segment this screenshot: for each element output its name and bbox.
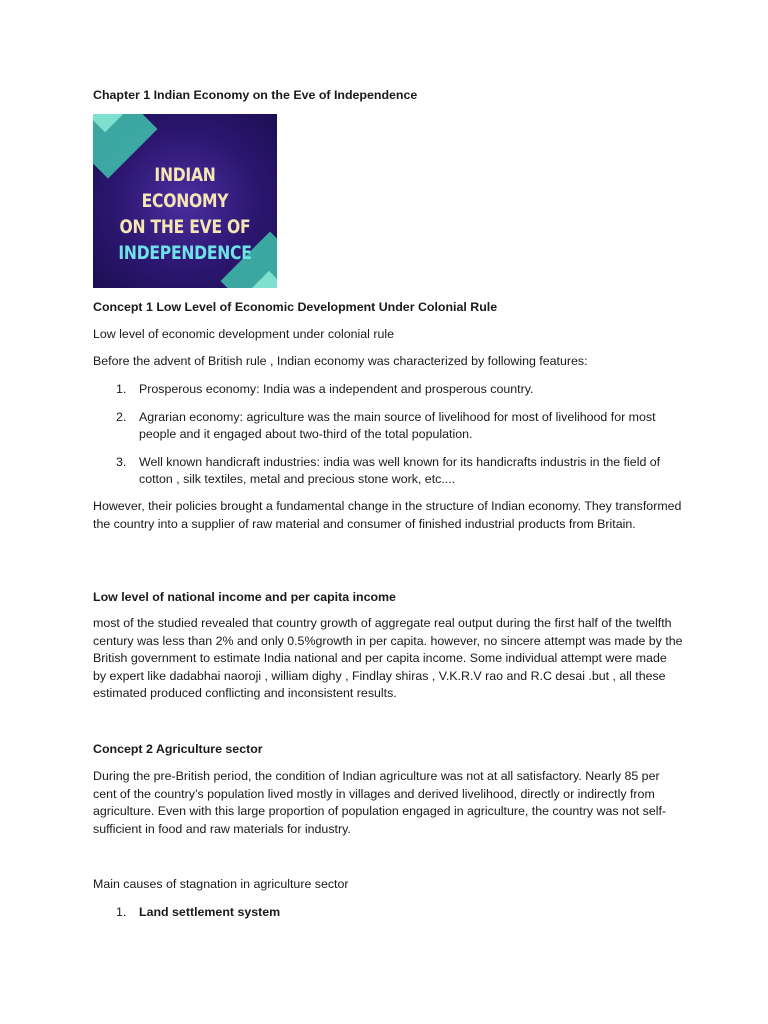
national-income-body: most of the studied revealed that country growth of aggregate real output during the first half of the twelfth century was less than 2% and only 0.5%growth in per capita. however, no sincere attempt was made by the British government to estimate India national and per capita income. Some individual attempt were made by expert like dadabhai naoroji , william dighy , Findlay shiras , V.K.R.V rao and R.C desai .but , all these estimated produced conflicting and inconsistent results. bbox=[93, 616, 683, 700]
national-income-heading: Low level of national income and per capita income bbox=[93, 590, 396, 604]
features-list bbox=[93, 381, 683, 489]
cover-title bbox=[110, 162, 261, 266]
concept1-heading: Concept 1 Low Level of Economic Development Under Colonial Rule bbox=[93, 300, 498, 314]
list-number: 1. bbox=[116, 382, 127, 396]
concept1-intro: Before the advent of British rule , Indian economy was characterized by following features: bbox=[93, 354, 588, 368]
list-item-text: Well known handicraft industries: india was well known for its handicrafts industris in the field of cotton , silk textiles, metal and precious stone work, etc.... bbox=[139, 454, 661, 486]
concept2-heading: Concept 2 Agriculture sector bbox=[93, 742, 263, 756]
causes-list bbox=[93, 904, 683, 922]
list-item bbox=[93, 904, 683, 922]
concept1-subtitle: Low level of economic development under colonial rule bbox=[93, 327, 394, 341]
list-number: 3. bbox=[116, 454, 127, 469]
cover-title-line-1: INDIAN ECONOMY bbox=[141, 164, 229, 212]
chapter-title: Chapter 1 Indian Economy on the Eve of Independence bbox=[93, 88, 418, 102]
list-item-text: Land settlement system bbox=[139, 905, 281, 919]
list-item bbox=[93, 454, 683, 489]
concept2-body: During the pre-British period, the condition of Indian agriculture was not at all satisfactory. Nearly 85 per cent of the country’s population lived mostly in villages and derived livelihood, directly or indirectly from agriculture. Even with this large proportion of population engaged in agriculture, the country was not self-sufficient in food and raw materials for industry. bbox=[93, 769, 667, 836]
list-item bbox=[93, 409, 683, 444]
cover-image bbox=[93, 114, 277, 288]
causes-intro: Main causes of stagnation in agriculture sector bbox=[93, 877, 349, 891]
list-number: 2. bbox=[116, 409, 127, 424]
cover-title-line-3: INDEPENDENCE bbox=[118, 242, 252, 264]
cover-title-line-2: ON THE EVE OF bbox=[119, 216, 251, 238]
concept1-closing: However, their policies brought a fundamental change in the structure of Indian economy. They transformed the country into a supplier of raw material and consumer of finished industrial products from Britain. bbox=[93, 499, 682, 531]
list-number: 1. bbox=[116, 905, 127, 919]
list-item bbox=[93, 381, 683, 399]
list-item-text: Prosperous economy: India was a independent and prosperous country. bbox=[139, 382, 534, 396]
list-item-text: Agrarian economy: agriculture was the main source of livelihood for most of livelihood for most people and it engaged about two-third of the total population. bbox=[139, 409, 656, 441]
